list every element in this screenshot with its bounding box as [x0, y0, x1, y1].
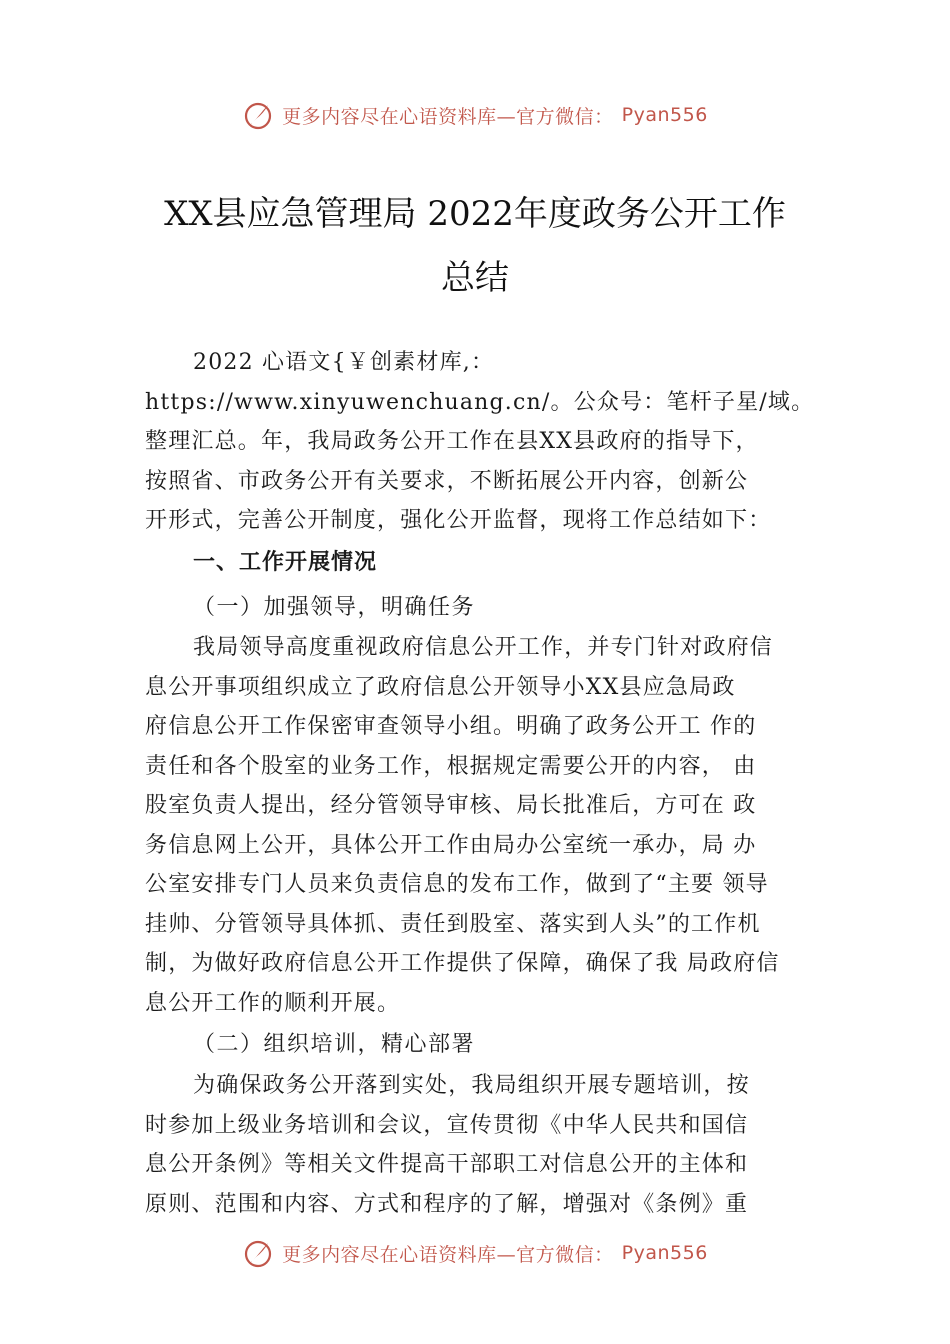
- body-line: 息公开条例》等相关文件提高干部职工对信息公开的主体和: [145, 1152, 749, 1177]
- body-paragraph-2: [145, 1066, 833, 1224]
- body-line: 务信息网上公开，具体公开工作由局办公室统一承办，局 办: [145, 832, 757, 858]
- body-line: 挂帅、分管领导具体抓、责任到股室、落实到人头”的工作机: [145, 911, 761, 937]
- header-watermark-banner: [0, 95, 950, 135]
- intro-line: 按照省、市政务公开有关要求，不断拓展公开内容，创新公: [145, 468, 749, 494]
- body-line: 我局领导高度重视政府信息公开工作，并专门针对政府信: [193, 635, 774, 660]
- banner-text: 更多内容尽在心语资料库—官方微信：: [282, 105, 614, 128]
- subsection-heading-2: （二）组织培训，精心部署: [193, 1032, 476, 1057]
- body-line: 息公开事项组织成立了政府信息公开领导小XX县应急局政: [145, 674, 736, 700]
- body-line: 公室安排专门人员来负责信息的发布工作，做到了“主要 领导: [145, 872, 769, 897]
- intro-paragraph: [145, 343, 833, 541]
- banner-wechat-id: Pyan556: [621, 104, 708, 126]
- document-title-line1: XX县应急管理局 2022年度政务公开工作: [164, 194, 786, 234]
- subsection-heading-1: （一）加强领导，明确任务: [193, 595, 476, 620]
- body-line: 股室负责人提出，经分管领导审核、局长批准后，方可在 政: [145, 793, 757, 818]
- intro-line: https://www.xinyuwenchuang.cn/。公众号：笔杆子星/域。: [145, 389, 815, 415]
- body-line: 制，为做好政府信息公开工作提供了保障，确保了我 局政府信: [145, 951, 780, 976]
- body-paragraph-1: [145, 628, 833, 1023]
- banner-text: 更多内容尽在心语资料库—官方微信：: [282, 1243, 614, 1266]
- body-line: 为确保政务公开落到实处，我局组织开展专题培训，按: [193, 1073, 750, 1098]
- body-line: 原则、范围和内容、方式和程序的了解，增强对《条例》重: [145, 1191, 749, 1217]
- feather-logo-icon: [242, 99, 274, 131]
- intro-line: 2022 心语文{￥创素材库,：: [193, 350, 495, 375]
- body-line: 时参加上级业务培训和会议，宣传贯彻《中华人民共和国信: [145, 1112, 749, 1138]
- intro-line: 整理汇总。年，我局政务公开工作在县XX县政府的指导下，: [145, 429, 759, 454]
- feather-logo-icon: [242, 1237, 274, 1269]
- section-heading: 一、工作开展情况: [193, 550, 378, 575]
- footer-watermark-banner: [0, 1233, 950, 1273]
- body-line: 息公开工作的顺利开展。: [145, 990, 401, 1016]
- banner-wechat-id: Pyan556: [621, 1242, 708, 1264]
- body-line: 责任和各个股室的业务工作，根据规定需要公开的内容， 由: [145, 753, 757, 779]
- intro-line: 开形式，完善公开制度，强化公开监督，现将工作总结如下：: [145, 508, 772, 533]
- document-title-line2: 总结: [441, 258, 509, 298]
- body-line: 府信息公开工作保密审查领导小组。明确了政务公开工 作的: [145, 714, 757, 739]
